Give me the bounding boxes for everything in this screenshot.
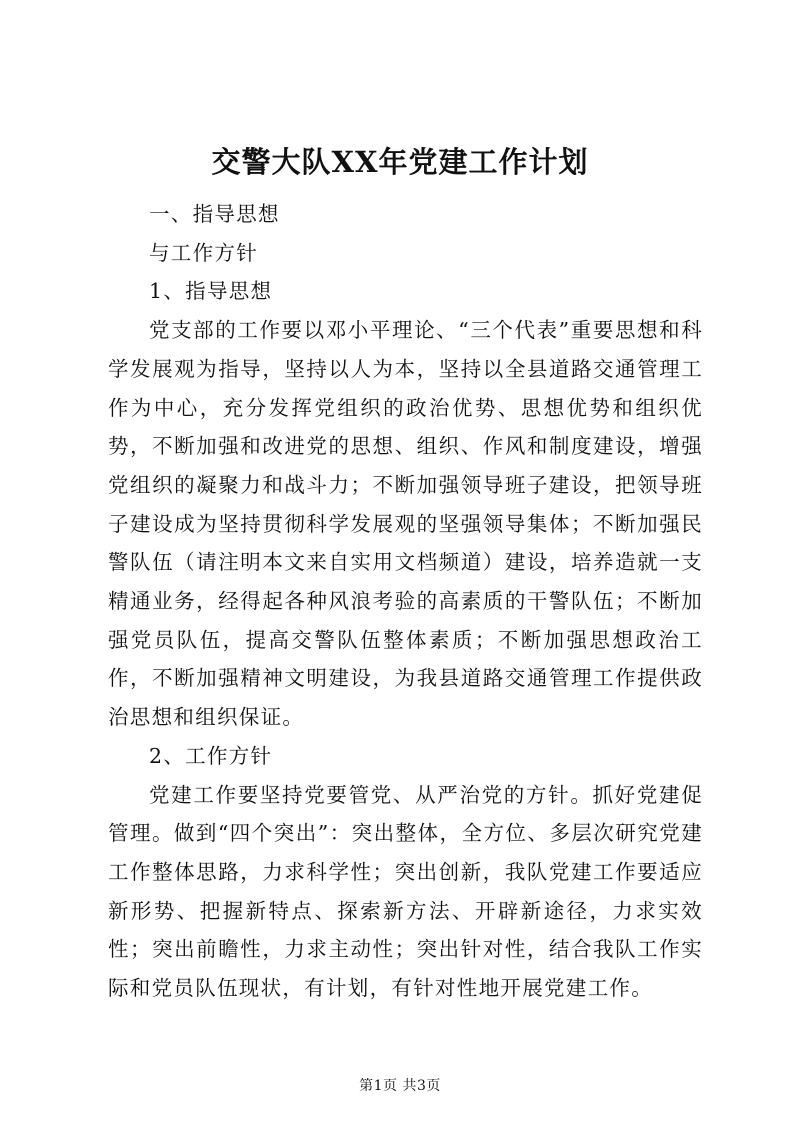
document-body — [108, 195, 703, 1008]
document-title: 交警大队XX年党建工作计划 — [211, 145, 589, 179]
body-paragraph: 党建工作要坚持党要管党、从严治党的方针。抓好党建促管理。做到“四个突出”：突出整体，全方位、多层次研究党建工作整体思路，力求科学性；突出创新，我队党建工作要适应新形势、把握新特点、探索新方法、开辟新途径，力求实效性；突出前瞻性，力求主动性；突出针对性，结合我队工作实际和党员队伍现状，有计划，有针对性地开展党建工作。 — [108, 782, 703, 1001]
section-heading-continued: 与工作方针 — [149, 240, 258, 265]
page-number-footer: 第1页 共3页 — [359, 1078, 441, 1094]
section-heading: 一、指导思想 — [149, 202, 280, 226]
subsection-heading: 2、工作方针 — [149, 743, 273, 768]
body-paragraph: 党支部的工作要以邓小平理论、“三个代表”重要思想和科学发展观为指导，坚持以人为本，坚持以全县道路交通管理工作为中心，充分发挥党组织的政治优势、思想优势和组织优势，不断加强和改进党的思想、组织、作风和制度建设，增强党组织的凝聚力和战斗力；不断加强领导班子建设，把领导班子建设成为坚持贯彻科学发展观的坚强领导集体；不断加强民警队伍（请注明本文来自实用文档频道）建设，培养造就一支精通业务，经得起各种风浪考验的高素质的干警队伍；不断加强党员队伍，提高交警队伍整体素质；不断加强思想政治工作，不断加强精神文明建设，为我县道路交通管理工作提供政治思想和组织保证。 — [108, 318, 703, 730]
subsection-heading: 1、指导思想 — [149, 279, 273, 304]
